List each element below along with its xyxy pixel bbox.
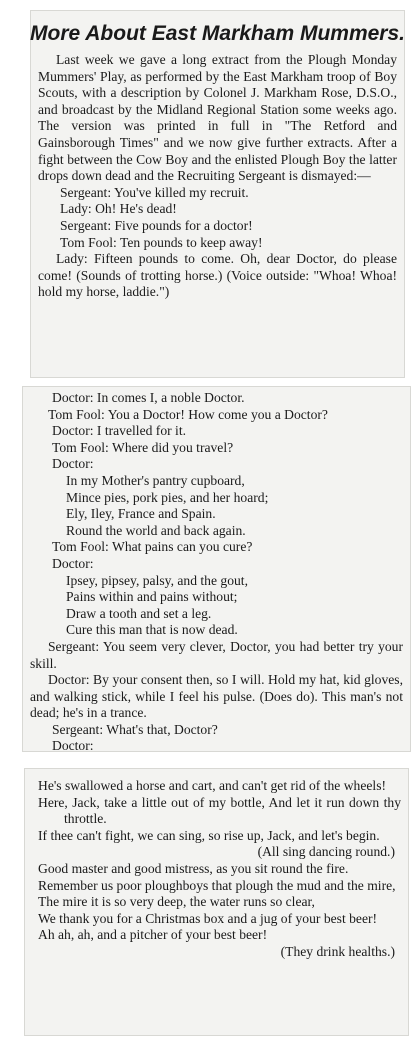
verse-line: Cure this man that is now dead. [66,622,238,638]
dialogue-line: Doctor: [52,738,94,752]
dialogue-line: Lady: Fifteen pounds to come. Oh, dear Doctor, do please come! (Sounds of trotting horse.) (Voice outside: "Whoa! Whoa! hold my horse, laddie.") [38,251,397,300]
dialogue-line: Sergeant: You've killed my recruit. [60,184,249,200]
dialogue-line: Doctor: [52,555,94,571]
verse-line: Ipsey, pipsey, palsy, and the gout, [66,572,248,588]
dialogue-line: Tom Fool: Ten pounds to keep away! [60,234,263,250]
dialogue-line: Tom Fool: Where did you travel? [52,439,234,455]
intro-paragraph: Last week we gave a long extract from the Plough Monday Mummers' Play, as performed by the East Markham troop of Boy Scouts, with a description by Colonel J. Markham Rose, D.S.O., and broadcast by the Midland Regional Station some weeks ago. The version was printed in full in "The Retford and Gainsborough Times" and we now give further extracts. After a fight between the Cow Boy and the enlisted Plough Boy the latter drops down dead and the Recruiting Sergeant is dismayed:— [38,52,397,184]
dialogue-line: Doctor: In comes I, a noble Doctor. [52,390,245,405]
dialogue-line: Doctor: By your consent then, so I will. Hold my hat, kid gloves, and walking stick, while I feel his pulse. (Does do). This man's not dead; he's in a trance. [30,672,403,721]
verse-line: If thee can't fight, we can sing, so rise up, Jack, and let's begin. [38,827,380,843]
dialogue-line: Tom Fool: What pains can you cure? [52,539,253,555]
verse-line: Mince pies, pork pies, and her hoard; [66,489,269,505]
stage-direction: (They drink healths.) [280,943,395,959]
verse-line: We thank you for a Christmas box and a jug of your best beer! [38,910,378,926]
clipping-3 [24,768,409,1036]
clipping-1 [30,10,405,378]
verse-line: Good master and good mistress, as you sit round the fire. [38,860,349,876]
dialogue-line: Doctor: [52,456,94,472]
dialogue-line: Sergeant: What's that, Doctor? [52,721,218,737]
verse-line: Draw a tooth and set a leg. [66,605,212,621]
clipping-2 [22,386,411,752]
verse-line: Pains within and pains without; [66,589,238,605]
stage-direction: (All sing dancing round.) [257,844,395,860]
dialogue-line: Doctor: I travelled for it. [52,423,186,439]
dialogue-line: Tom Fool: You a Doctor! How come you a Doctor? [48,406,328,422]
verse-line: He's swallowed a horse and cart, and can't get rid of the wheels! [38,778,387,793]
dialogue-line: Sergeant: You seem very clever, Doctor, you had better try your skill. [30,638,403,671]
verse-line: Remember us poor ploughboys that plough the mud and the mire, [38,877,396,893]
verse-line: The mire it is so very deep, the water runs so clear, [38,894,315,910]
dialogue-line: Lady: Oh! He's dead! [60,201,177,217]
article-title: More About East Markham Mummers. [30,22,405,45]
dialogue-line: Sergeant: Five pounds for a doctor! [60,217,253,233]
verse-line: Round the world and back again. [66,522,246,538]
verse-line: In my Mother's pantry cupboard, [66,472,245,488]
verse-line: Here, Jack, take a little out of my bottle, And let it run down thy throttle. [38,794,401,827]
verse-line: Ah ah, ah, and a pitcher of your best beer! [38,927,268,943]
verse-line: Ely, Iley, France and Spain. [66,506,216,522]
